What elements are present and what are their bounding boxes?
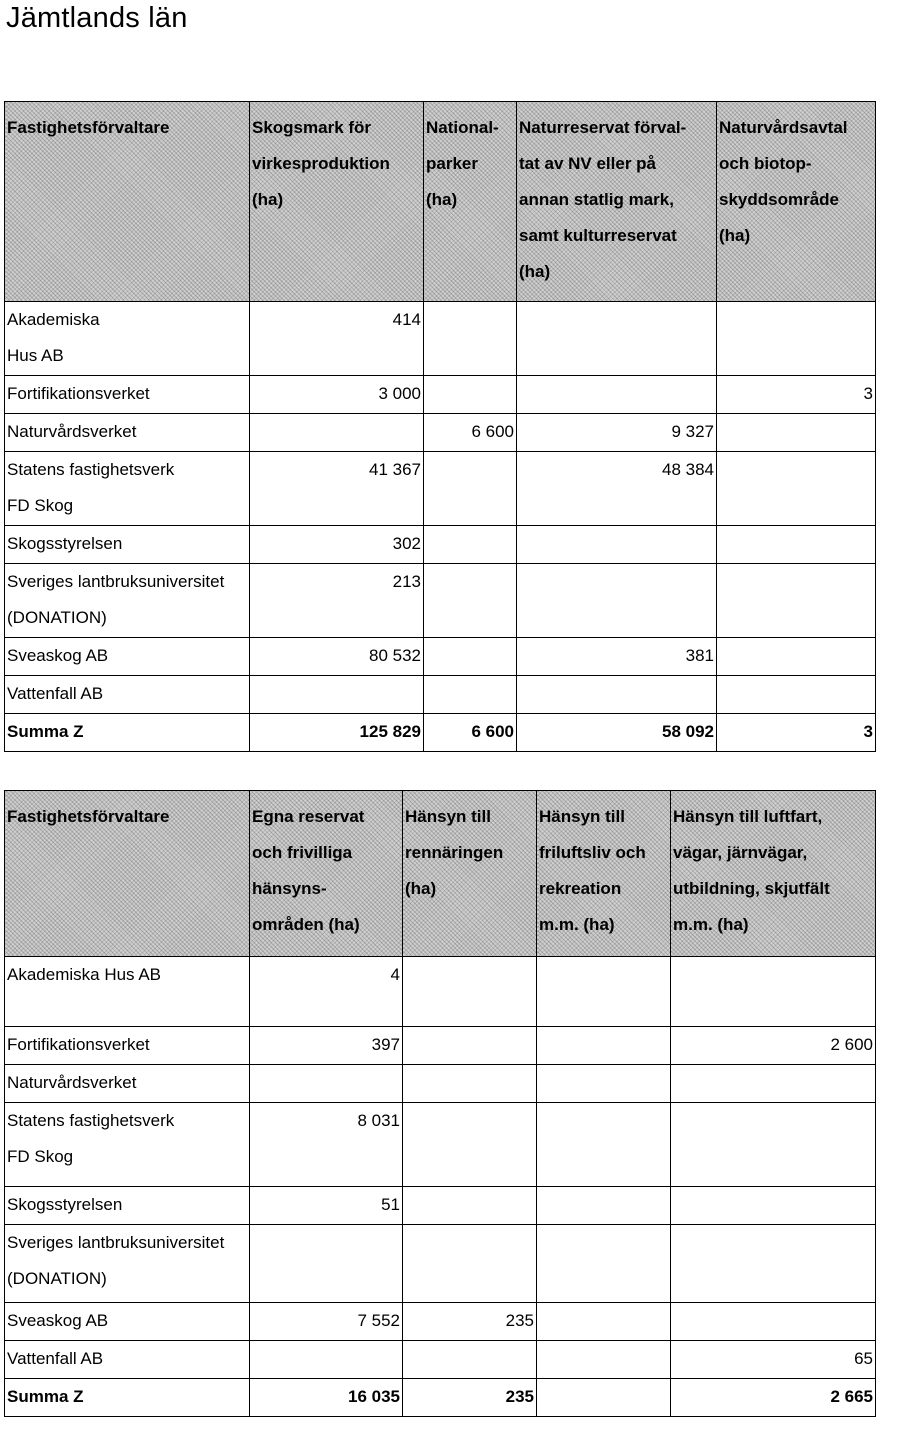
summary-value: 3 (717, 714, 876, 752)
table-row (5, 676, 876, 714)
row-label-cell: Skogsstyrelsen (5, 526, 250, 564)
value-cell (671, 1187, 876, 1225)
value-cell (537, 1225, 671, 1303)
value-cell (424, 302, 517, 376)
row-label-cell: Vattenfall AB (5, 1341, 250, 1379)
value-cell (250, 1341, 403, 1379)
value-cell (517, 376, 717, 414)
table-row (5, 1027, 876, 1065)
value-cell (250, 1065, 403, 1103)
summary-value: 58 092 (517, 714, 717, 752)
row-label-cell: Fortifikationsverket (5, 376, 250, 414)
row-label-cell: Sveaskog AB (5, 1303, 250, 1341)
table-row (5, 638, 876, 676)
summary-row (5, 714, 876, 752)
value-cell (424, 526, 517, 564)
value-cell: 3 000 (250, 376, 424, 414)
value-cell (537, 1303, 671, 1341)
value-cell (403, 957, 537, 1027)
value-cell (517, 526, 717, 564)
value-cell (717, 414, 876, 452)
table-row (5, 957, 876, 1027)
row-label-cell: Sveriges lantbruksuniversitet (DONATION) (5, 564, 250, 638)
value-cell (403, 1027, 537, 1065)
value-cell (424, 564, 517, 638)
value-cell (537, 957, 671, 1027)
col-header-outdoor-recreation: Hänsyn till friluftsliv och rekreation m.m. (ha) (537, 791, 671, 957)
value-cell: 381 (517, 638, 717, 676)
value-cell (537, 1065, 671, 1103)
table-row (5, 452, 876, 526)
value-cell (403, 1065, 537, 1103)
table-row (5, 414, 876, 452)
value-cell: 48 384 (517, 452, 717, 526)
summary-value: 6 600 (424, 714, 517, 752)
col-header-aviation-roads: Hänsyn till luftfart, vägar, järnvägar, utbildning, skjutfält m.m. (ha) (671, 791, 876, 957)
value-cell: 3 (717, 376, 876, 414)
value-cell (424, 452, 517, 526)
value-cell (717, 676, 876, 714)
row-label-cell: Statens fastighetsverk FD Skog (5, 1103, 250, 1187)
row-label-cell: Skogsstyrelsen (5, 1187, 250, 1225)
value-cell: 65 (671, 1341, 876, 1379)
col-header-own-reserves: Egna reservat och frivilliga hänsyns- områden (ha) (250, 791, 403, 957)
summary-value: 16 035 (250, 1379, 403, 1417)
table-row (5, 1103, 876, 1187)
value-cell (517, 302, 717, 376)
row-label-cell: Statens fastighetsverk FD Skog (5, 452, 250, 526)
row-label-cell: Akademiska Hus AB (5, 302, 250, 376)
row-label-cell: Naturvårdsverket (5, 1065, 250, 1103)
value-cell: 80 532 (250, 638, 424, 676)
summary-value: 2 665 (671, 1379, 876, 1417)
value-cell: 41 367 (250, 452, 424, 526)
row-label-cell: Fortifikationsverket (5, 1027, 250, 1065)
value-cell (671, 1225, 876, 1303)
value-cell (424, 638, 517, 676)
value-cell (671, 1303, 876, 1341)
col-header-forest-production: Skogsmark för virkesproduktion (ha) (250, 102, 424, 302)
summary-value (537, 1379, 671, 1417)
table-row (5, 526, 876, 564)
row-label-cell: Akademiska Hus AB (5, 957, 250, 1027)
summary-row (5, 1379, 876, 1417)
value-cell (537, 1341, 671, 1379)
row-label-cell: Sveaskog AB (5, 638, 250, 676)
value-cell: 51 (250, 1187, 403, 1225)
value-cell: 302 (250, 526, 424, 564)
summary-label: Summa Z (5, 714, 250, 752)
value-cell (424, 376, 517, 414)
table-row (5, 376, 876, 414)
value-cell (537, 1103, 671, 1187)
col-header-national-parks: National- parker (ha) (424, 102, 517, 302)
value-cell: 4 (250, 957, 403, 1027)
value-cell (717, 564, 876, 638)
value-cell: 7 552 (250, 1303, 403, 1341)
table-forest-land-1 (4, 101, 876, 752)
value-cell: 213 (250, 564, 424, 638)
value-cell: 397 (250, 1027, 403, 1065)
table-header-row (5, 791, 876, 957)
row-label-cell: Sveriges lantbruksuniversitet (DONATION) (5, 1225, 250, 1303)
summary-value: 235 (403, 1379, 537, 1417)
value-cell: 9 327 (517, 414, 717, 452)
value-cell (250, 1225, 403, 1303)
value-cell (717, 526, 876, 564)
summary-label: Summa Z (5, 1379, 250, 1417)
value-cell (517, 564, 717, 638)
row-label-cell: Vattenfall AB (5, 676, 250, 714)
value-cell (517, 676, 717, 714)
col-header-conservation-agreements: Naturvårdsavtal och biotop- skyddsområde (ha) (717, 102, 876, 302)
value-cell (717, 638, 876, 676)
page-title: Jämtlands län (6, 2, 188, 34)
value-cell (717, 452, 876, 526)
value-cell (671, 957, 876, 1027)
value-cell (424, 676, 517, 714)
table-row (5, 1065, 876, 1103)
col-header-reindeer-herding: Hänsyn till rennäringen (ha) (403, 791, 537, 957)
value-cell: 2 600 (671, 1027, 876, 1065)
table-forest-land-2 (4, 790, 876, 1417)
table-row (5, 1303, 876, 1341)
value-cell (403, 1225, 537, 1303)
table-row (5, 302, 876, 376)
col-header-nature-reserves: Naturreservat förval- tat av NV eller på annan statlig mark, samt kulturreservat (ha) (517, 102, 717, 302)
value-cell (250, 414, 424, 452)
table-row (5, 1187, 876, 1225)
table-header-row (5, 102, 876, 302)
value-cell (537, 1027, 671, 1065)
summary-value: 125 829 (250, 714, 424, 752)
value-cell (671, 1103, 876, 1187)
table-row (5, 1341, 876, 1379)
value-cell: 8 031 (250, 1103, 403, 1187)
row-label-cell: Naturvårdsverket (5, 414, 250, 452)
table-row (5, 564, 876, 638)
col-header-manager: Fastighetsförvaltare (5, 102, 250, 302)
value-cell (403, 1103, 537, 1187)
value-cell (717, 302, 876, 376)
value-cell (537, 1187, 671, 1225)
value-cell (250, 676, 424, 714)
value-cell: 414 (250, 302, 424, 376)
value-cell (671, 1065, 876, 1103)
value-cell: 6 600 (424, 414, 517, 452)
value-cell (403, 1187, 537, 1225)
table-row (5, 1225, 876, 1303)
value-cell: 235 (403, 1303, 537, 1341)
value-cell (403, 1341, 537, 1379)
col-header-manager: Fastighetsförvaltare (5, 791, 250, 957)
